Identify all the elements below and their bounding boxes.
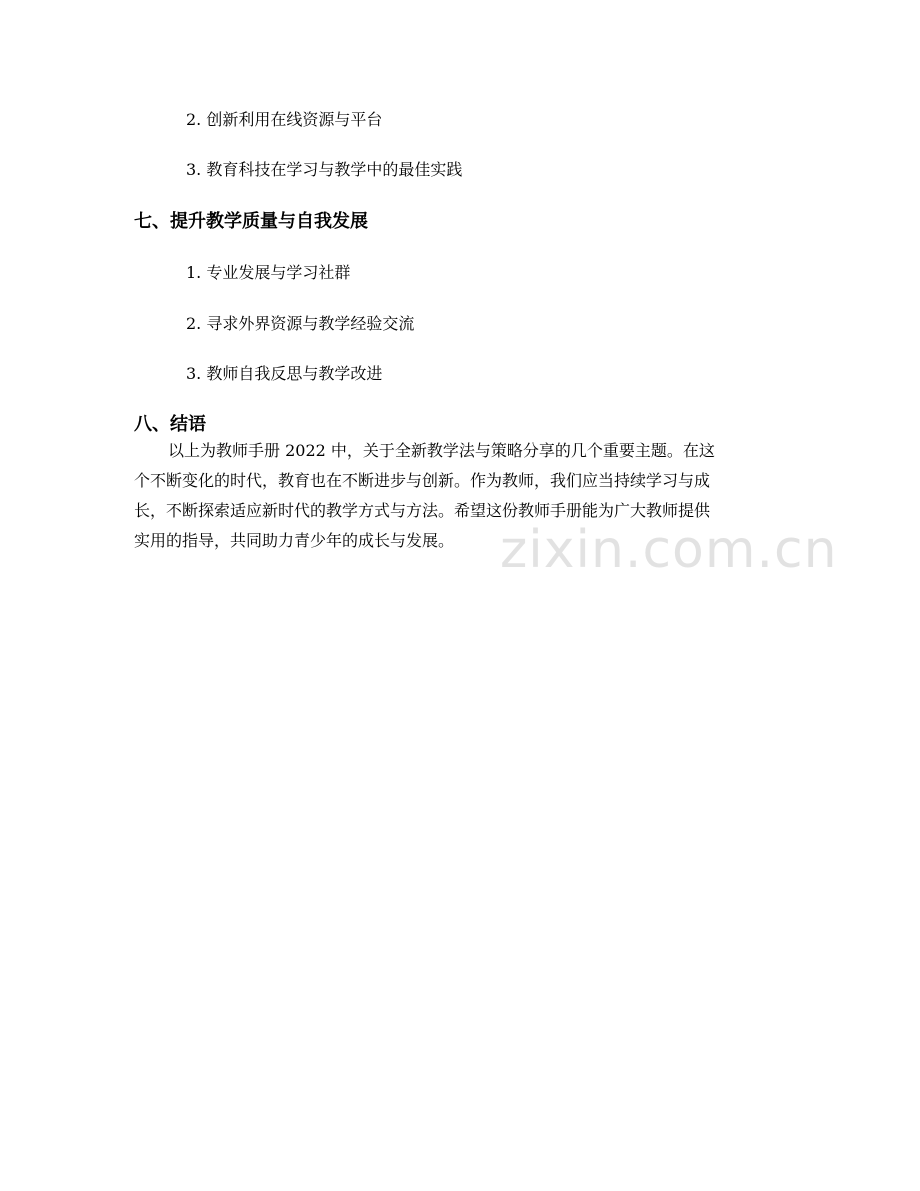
section-heading-quality: 七、提升教学质量与自我发展 [134,211,368,232]
paragraph-line: 长，不断探索适应新时代的教学方式与方法。希望这份教师手册能为广大教师提供 [134,501,711,520]
list-item-external-resources: 2. 寻求外界资源与教学经验交流 [186,314,415,333]
paragraph-line: 实用的指导，共同助力青少年的成长与发展。 [134,531,455,550]
list-item-self-reflection: 3. 教师自我反思与教学改进 [186,364,383,383]
paragraph-line: 以上为教师手册 2022 中，关于全新教学法与策略分享的几个重要主题。在这 [168,441,715,460]
list-item-online-resources: 2. 创新利用在线资源与平台 [186,110,383,129]
section-heading-conclusion: 八、结语 [134,414,206,435]
watermark: zixin.com.cn [500,520,838,580]
list-item-professional-development: 1. 专业发展与学习社群 [186,263,351,282]
paragraph-line: 个不断变化的时代，教育也在不断进步与创新。作为教师，我们应当持续学习与成 [134,471,711,490]
list-item-edtech-practice: 3. 教育科技在学习与教学中的最佳实践 [186,160,463,179]
conclusion-paragraph [134,436,784,556]
